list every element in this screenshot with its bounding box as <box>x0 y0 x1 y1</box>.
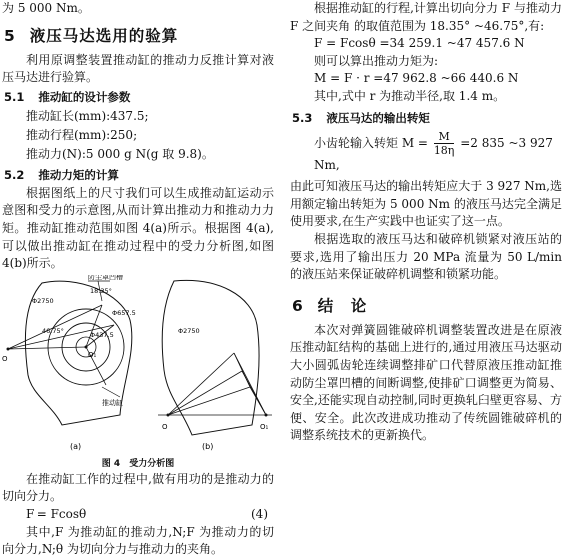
o1-label-b: O₁ <box>260 422 269 431</box>
equation-4-number: (4) <box>251 506 268 521</box>
o-label-b: O <box>162 422 168 431</box>
right-top-text: 根据推动缸的行程,计算出切向分力 F 与推动力 F 之间夹角 的取值范围为 18.35° ~46.75°,有: <box>290 1 562 33</box>
section-5-3-para-2: 根据选取的液压马达和破碎机锁紧对液压站的要求,选用了输出压力 20 MPa 流量为 50 L/min 的液压站来保证破碎机调整和锁紧功能。 <box>290 231 562 282</box>
equation-mf: M = F · r =47 962.8 ~66 440.6 N <box>314 71 519 86</box>
panel-a <box>2 275 136 451</box>
panel-b <box>158 280 272 451</box>
left-column <box>2 0 274 559</box>
equation-4-description: 其中,F 为推动缸的推动力,N;F 为推动力的切向分力,N;θ 为切向分力与推动力的夹角。 <box>2 524 274 557</box>
phi2750-b: Φ2750 <box>178 326 200 335</box>
section-5-1-heading: 5.1 推动缸的设计参数 <box>4 89 131 104</box>
section-5-2-text: 根据图纸上的尺寸我们可以生成推动缸运动示意图和受力的示意图,从而计算出推动力和推动力力矩。推动缸推动范围如图 4(a)所示。根据图 4(a),可以做出推动缸在推动过程中的受力分析图,如图4(b)所示。 <box>2 185 274 271</box>
conclusion-text: 本次对弹簧圆锥破碎机调整装置改进是在原液压推动缸结构的基础上进行的,通过用液压马达驱动大小圆弧齿轮连续调整排矿口代替原液压推动缸推动防尘罩凹槽的间断调整,使排矿口调整更为简易、安全,还能实现自动控制,同时更换轧臼壁更容易、方便、安全。此次改进成功推动了传统圆锥破碎机的调整系统技术的更新换代。 <box>290 322 562 443</box>
o1-label-a: O₁ <box>88 350 97 359</box>
top-fragment: 为 5 000 Nm。 <box>2 1 90 15</box>
section-6-heading: 6 结 论 <box>292 296 368 315</box>
angle-46: 46.75° <box>42 326 64 335</box>
phi2750-a: Φ2750 <box>32 296 54 305</box>
figure-4 <box>2 275 274 471</box>
dust-groove-label: 防尘罩凹槽 <box>88 274 123 281</box>
param-length: 推动缸长(mm):437.5; <box>26 108 149 123</box>
angle-18: 18.35° <box>90 286 112 295</box>
equation-mg: 小齿轮输入转矩 M = $\frac{M}{18\eta}$ =2 835 ~3 927 Nm, <box>314 129 553 172</box>
fraction: $\frac{M}{18\eta}$ <box>433 129 455 157</box>
section-5-2-heading: 5.2 推动力矩的计算 <box>4 167 119 182</box>
pusher-label: 推动缸 <box>102 398 123 407</box>
where-text: 其中,式中 r 为推动半径,取 1.4 m。 <box>314 88 506 103</box>
param-force: 推动力(N):5 000 g N(g 取 9.8)。 <box>26 146 214 161</box>
section-5-heading: 5 液压马达选用的验算 <box>4 26 179 45</box>
right-column <box>290 0 562 445</box>
o-label-a: O <box>2 354 8 363</box>
equation-4: F = Fcosθ (4) <box>2 506 274 524</box>
phi437: Φ437.5 <box>90 330 114 339</box>
then-text: 则可以算出推动力矩为: <box>314 53 439 68</box>
section-5-intro: 利用原调整装置推动缸的推动力反推计算对液压马达进行验算。 <box>2 52 274 85</box>
panel-b-label: (b) <box>202 441 214 451</box>
section-5-3-heading: 5.3 液压马达的输出转矩 <box>292 110 430 125</box>
param-stroke: 推动行程(mm):250; <box>26 127 138 142</box>
phi657: Φ657.5 <box>112 308 136 317</box>
figure-caption: 图 4 受力分析图 <box>101 458 175 469</box>
force-diagram <box>2 275 274 455</box>
section-5-3-para-1: 由此可知液压马达的输出转矩应大于 3 927 Nm,选用额定输出转矩为 5 000 Nm 的液压马达完全满足使用要求,在生产实践中也证实了这一点。 <box>290 179 562 229</box>
equation-ft: F = Fcosθ =34 259.1 ~47 457.6 N <box>314 36 525 51</box>
panel-a-label: (a) <box>70 441 82 451</box>
after-figure-text: 在推动缸工作的过程中,做有用功的是推动力的切向分力。 <box>2 471 274 504</box>
